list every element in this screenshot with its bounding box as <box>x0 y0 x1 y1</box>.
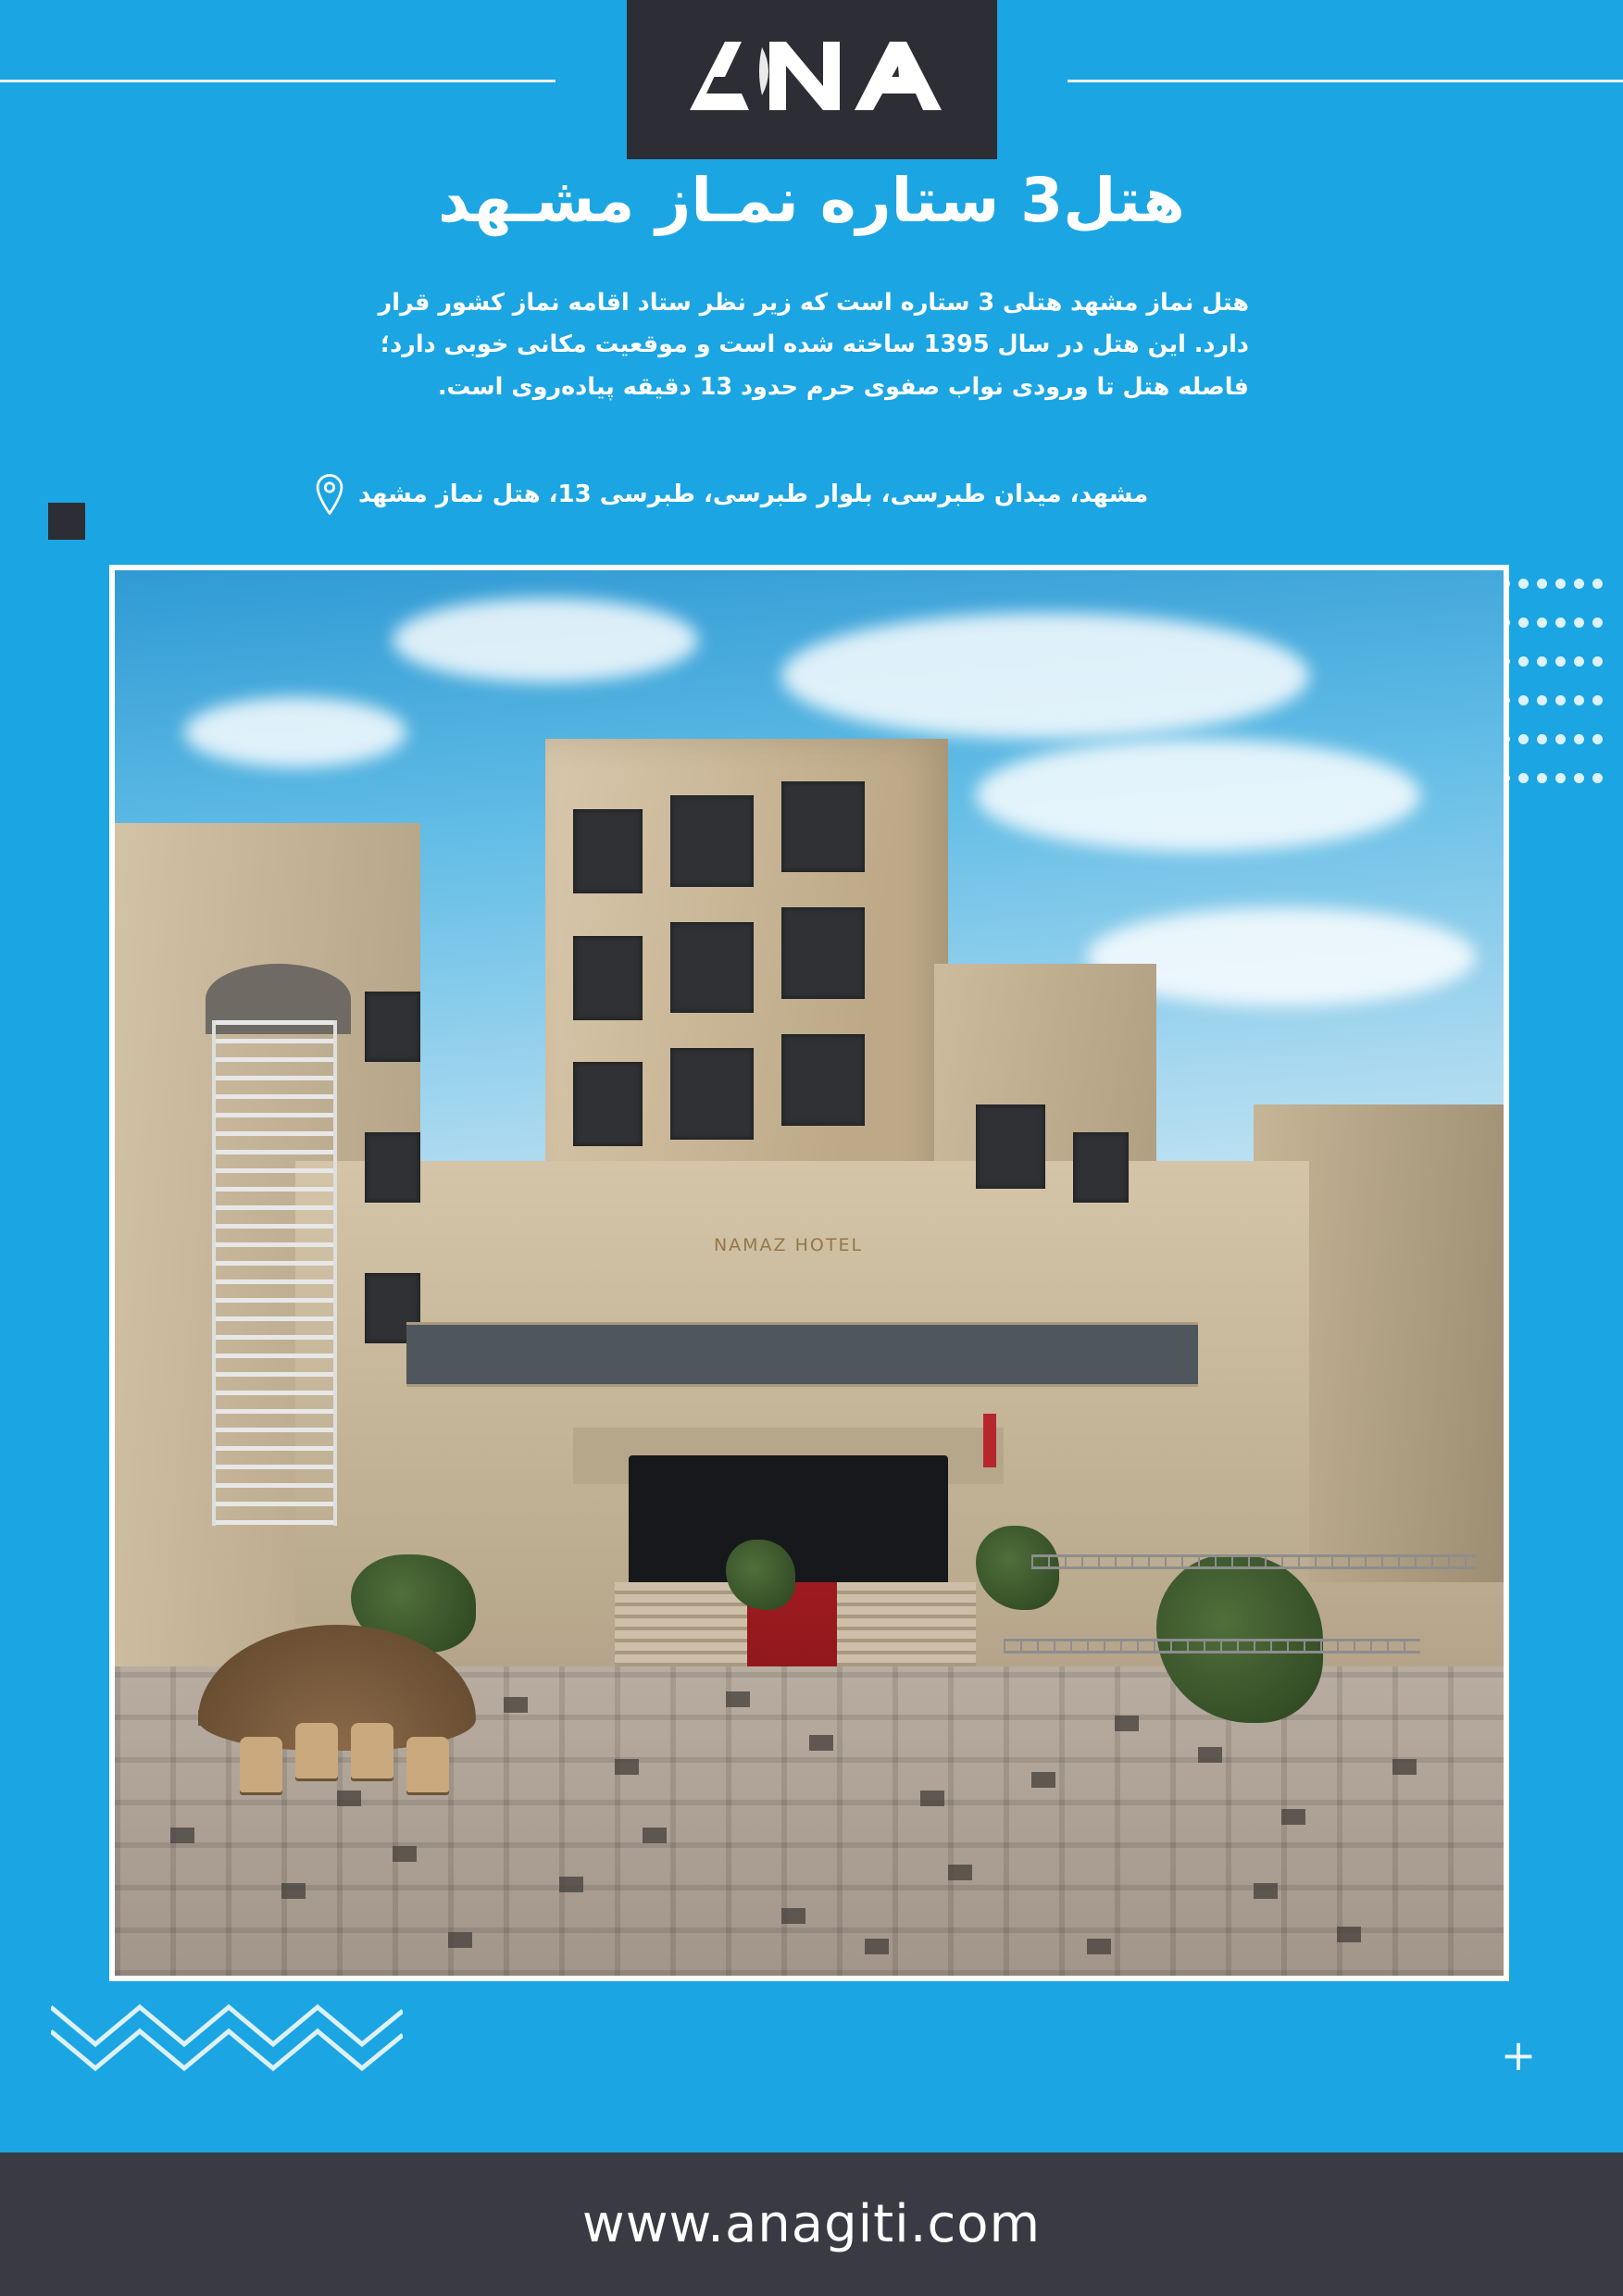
address-text: مشهد، میدان طبرسی، بلوار طبرسی، طبرسی 13، هتل نماز مشهد <box>358 480 1149 508</box>
decorative-dot <box>1537 695 1547 705</box>
decorative-dot <box>1574 695 1584 705</box>
paving-tile <box>1337 1927 1361 1942</box>
decorative-dot <box>1555 734 1566 744</box>
decorative-dot <box>1555 695 1566 705</box>
dot-grid-decoration <box>1500 579 1602 815</box>
paving-tile <box>1031 1772 1055 1788</box>
paving-tile <box>1115 1716 1139 1731</box>
decorative-dot <box>1537 579 1547 589</box>
hotel-photo <box>115 570 1504 1976</box>
paving-tile <box>615 1759 639 1775</box>
decorative-dot <box>1555 618 1566 628</box>
decorative-dot <box>1555 656 1566 667</box>
window <box>781 907 865 999</box>
plus-icon: + <box>1500 2030 1537 2080</box>
decorative-dot <box>1518 734 1529 744</box>
decorative-dot <box>1537 773 1547 783</box>
decorative-dot <box>1574 773 1584 783</box>
decorative-dot <box>1518 773 1529 783</box>
chevron-decoration <box>51 1990 403 2074</box>
ramp-railing <box>1031 1554 1476 1569</box>
window <box>670 922 754 1014</box>
cloud <box>393 598 698 682</box>
hotel-photo-frame <box>109 565 1509 1981</box>
patio-chair <box>295 1723 338 1778</box>
paving-tile <box>448 1932 472 1948</box>
window <box>365 1132 420 1203</box>
window <box>573 809 643 893</box>
header-bar <box>0 0 1623 159</box>
address-row <box>314 474 1249 515</box>
decorative-dot <box>1592 579 1603 589</box>
paving-tile <box>781 1908 805 1924</box>
facade-window-band <box>406 1322 1198 1387</box>
decorative-dot <box>1518 618 1529 628</box>
window <box>1073 1132 1129 1203</box>
paving-tile <box>865 1939 889 1954</box>
patio-chair <box>351 1723 393 1778</box>
paving-tile <box>337 1791 361 1806</box>
brand-logo <box>627 0 997 159</box>
cloud <box>184 697 406 767</box>
decorative-dot <box>1555 579 1566 589</box>
spiral-staircase <box>212 1020 337 1526</box>
decorative-dot <box>1537 618 1547 628</box>
paving-tile <box>1087 1939 1111 1954</box>
decorative-dot <box>1537 734 1547 744</box>
decorative-dot <box>1592 734 1603 744</box>
square-accent <box>48 503 85 540</box>
decorative-dot <box>1518 579 1529 589</box>
decorative-dot <box>1592 656 1603 667</box>
header-rule-right <box>1067 80 1623 82</box>
map-pin-icon <box>314 474 345 515</box>
paving-tile <box>281 1883 306 1899</box>
decorative-dot <box>1537 656 1547 667</box>
paving-tile <box>726 1691 750 1707</box>
decorative-dot <box>1574 579 1584 589</box>
window <box>365 992 420 1062</box>
decorative-dot <box>1574 618 1584 628</box>
window <box>670 1048 754 1140</box>
paving-tile <box>1198 1747 1222 1763</box>
decorative-dot <box>1574 734 1584 744</box>
decorative-dot <box>1592 618 1603 628</box>
decorative-dot <box>1592 695 1603 705</box>
ramp-railing <box>1004 1639 1420 1653</box>
decorative-dot <box>1518 656 1529 667</box>
window <box>573 936 643 1020</box>
paving-tile <box>948 1865 972 1880</box>
paving-tile <box>809 1735 833 1751</box>
window <box>670 795 754 887</box>
cloud <box>781 613 1309 740</box>
cloud <box>976 739 1420 851</box>
paving-tile <box>643 1828 667 1843</box>
decorative-dot <box>1592 773 1603 783</box>
window <box>781 781 865 873</box>
website-url[interactable]: www.anagiti.com <box>581 2194 1042 2254</box>
paving-tile <box>1392 1759 1417 1775</box>
decorative-dot <box>1518 695 1529 705</box>
patio-chair <box>406 1737 449 1792</box>
decorative-dot <box>1574 656 1584 667</box>
patio-chair <box>240 1737 282 1792</box>
paving-tile <box>1254 1883 1278 1899</box>
window <box>781 1034 865 1126</box>
description-text: هتل نماز مشهد هتلی 3 ستاره است که زیر نظر ستاد اقامه نماز کشور قرار دارد. این هتل در سال 1395 ساخته شده است و موقعیت مکانی خوبی دارد؛ فاصله هتل تا ورودی نواب صفوی حرم حدود 13 دقیقه پیاده‌روی است. <box>378 289 1249 401</box>
header-rule-left <box>0 80 556 82</box>
hotel-sign-text: NAMAZ HOTEL <box>713 1234 864 1255</box>
flag <box>983 1414 996 1467</box>
decorative-dot <box>1555 773 1566 783</box>
page-title: هتل3 ستاره نمـاز مشـهد <box>438 165 1185 236</box>
paving-tile <box>393 1846 417 1862</box>
paving-tile <box>920 1791 944 1806</box>
window <box>573 1062 643 1146</box>
footer-bar <box>0 2152 1623 2296</box>
paving-tile <box>559 1877 583 1892</box>
paving-tile <box>1281 1809 1305 1825</box>
paving-tile <box>504 1697 528 1713</box>
ana-logo-icon <box>673 29 951 131</box>
paving-tile <box>170 1828 194 1843</box>
window <box>976 1104 1045 1189</box>
